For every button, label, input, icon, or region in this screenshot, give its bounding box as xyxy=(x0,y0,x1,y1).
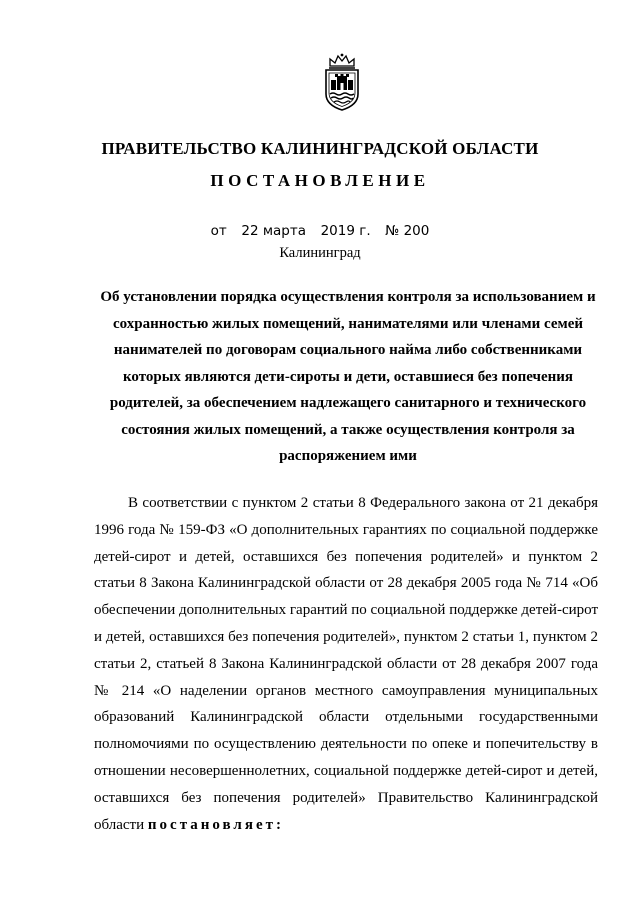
coat-of-arms-emblem xyxy=(322,52,362,112)
operative-word: постановляет: xyxy=(147,816,284,833)
body-paragraph xyxy=(94,490,598,838)
document-subject: Об установлении порядка осуществления контроля за использованием и сохранностью жилых помещений, нанимателями или членами семей нанимателей по договорам социального найма либо собственниками которых являются дети-сироты и дети, оставшиеся без попечения родителей, за обеспечением надлежащего санитарного и технического состояния жилых помещений, а также осуществления контроля за распоряжением ими xyxy=(100,289,596,464)
city-name: Калининград xyxy=(279,245,361,261)
date-year: 2019 г. xyxy=(320,223,371,239)
date-day-month: 22 марта xyxy=(241,223,306,239)
document-number: № 200 xyxy=(385,223,430,239)
date-prefix: от xyxy=(210,223,227,239)
decree-title: ПОСТАНОВЛЕНИЕ xyxy=(210,171,430,190)
paragraph-text: В соответствии с пунктом 2 статьи 8 Федерального закона от 21 декабря 1996 года № 159-ФЗ «О дополнительных гарантиях по социальной поддержке детей-сирот и детей, оставшихся без попечения родителей» и пунктом 2 статьи 8 Закона Калининградской области от 28 декабря 2005 года № 714 «Об обеспечении дополнительных гарантий по социальной поддержке детей-сирот и детей, оставшихся без попечения родителей», пунктом 2 статьи 1, пунктом 2 статьи 2, статьей 8 Закона Калининградской области от 28 декабря 2007 года № 214 «О наделении органов местного самоуправления муниципальных образований Калининградской области отдельными государственными полномочиями по осуществлению деятельности по опеке и попечительству в отношении несовершеннолетних, социальной поддержке детей-сирот и детей, оставшихся без попечения родителей» Правительство Калининградской области xyxy=(94,495,598,833)
date-number-line xyxy=(0,223,640,239)
document-body xyxy=(94,490,598,838)
government-title: ПРАВИТЕЛЬСТВО КАЛИНИНГРАДСКОЙ ОБЛАСТИ xyxy=(101,139,539,158)
